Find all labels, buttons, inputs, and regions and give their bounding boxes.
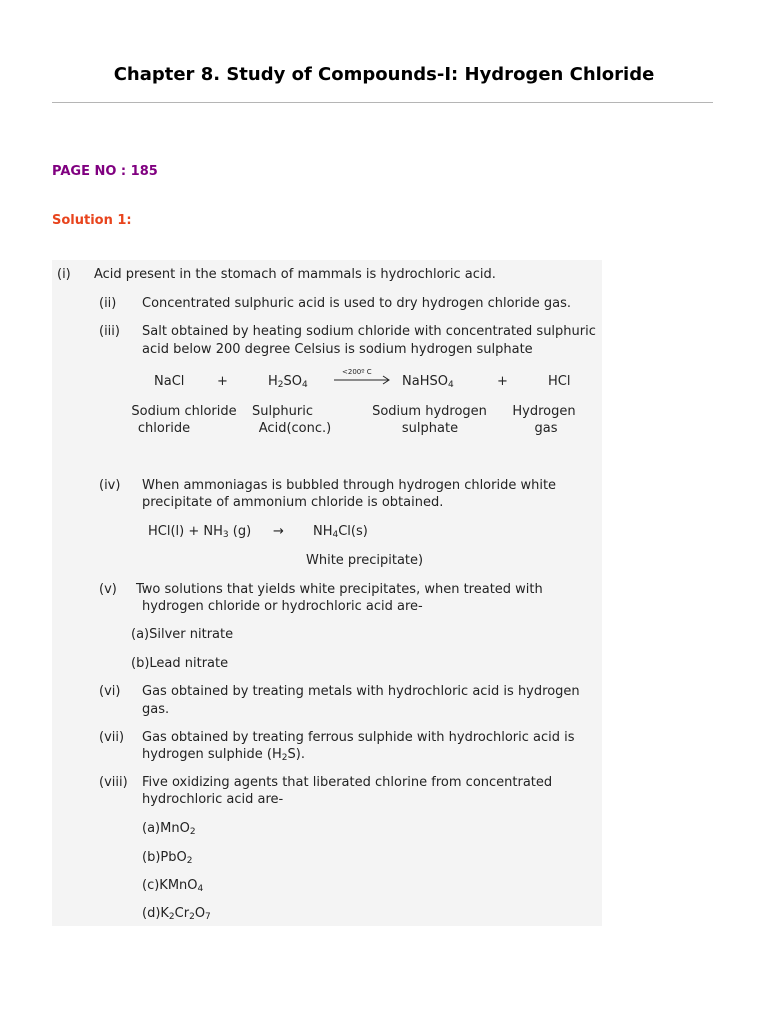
page-number-label: PAGE NO : 185 [52, 164, 158, 179]
answer-v-option-b: (b)Lead nitrate [131, 656, 229, 671]
page-title: Chapter 8. Study of Compounds-I: Hydrogen Chloride [113, 64, 655, 85]
answer-v-option-a: (a)Silver nitrate [131, 627, 234, 642]
oxidizer-item: (c)KMnO$_4$ [142, 878, 204, 894]
reaction1-name-h2so4-l1: Sulphuric [252, 404, 313, 419]
reaction2-arrow: → [273, 524, 284, 539]
oxidizer-item: (b)PbO$_2$ [142, 850, 193, 866]
answer-vii-line1: Gas obtained by treating ferrous sulphide with hydrochloric acid is [142, 730, 575, 745]
answer-vi-line1: Gas obtained by treating metals with hydrochloric acid is hydrogen [142, 684, 580, 699]
reaction1-hcl: HCl [548, 374, 571, 389]
answer-viii-number: (viii) [99, 775, 128, 790]
reaction1-nahso4: NaHSO$_4$ [402, 374, 454, 390]
reaction1-h2so4: $H_2SO_4$ [268, 374, 308, 390]
reaction1-name-nahso4-l2: sulphate [401, 421, 459, 436]
reaction1-condition: <200º C [342, 368, 372, 376]
answer-vii-number: (vii) [99, 730, 125, 745]
oxidizer-item: (a)MnO$_2$ [142, 821, 196, 837]
answer-v-line2: hydrogen chloride or hydrochloric acid are- [142, 599, 423, 614]
answer-vi-number: (vi) [99, 684, 121, 699]
reaction1-name-nacl-l1: Sodium chloride [131, 404, 237, 419]
reaction1-name-h2so4-l2: Acid(conc.) [258, 421, 332, 436]
answer-v-line1: Two solutions that yields white precipitates, when treated with [136, 582, 543, 597]
reaction2-note: White precipitate) [306, 553, 424, 568]
solution-heading: Solution 1: [52, 213, 132, 228]
answer-ii-text: Concentrated sulphuric acid is used to dry hydrogen chloride gas. [142, 296, 571, 311]
title-divider [52, 102, 713, 103]
answer-vii-line2: hydrogen sulphide $(H_2S)$. [142, 747, 305, 763]
answer-iii-line1: Salt obtained by heating sodium chloride with concentrated sulphuric [142, 324, 596, 339]
answer-vi-line2: gas. [142, 702, 170, 717]
answer-iv-line1: When ammoniagas is bubbled through hydrogen chloride white [142, 478, 557, 493]
reaction1-nacl: NaCl [154, 374, 185, 389]
reaction-arrow-icon [334, 375, 394, 385]
reaction1-name-hcl-l1: Hydrogen [512, 404, 576, 419]
answer-i-text: Acid present in the stomach of mammals is hydrochloric acid. [94, 267, 496, 282]
reaction1-plus1: + [217, 374, 228, 389]
answer-iii-number: (iii) [99, 324, 120, 339]
reaction1-name-hcl-l2: gas [534, 421, 558, 436]
answer-iv-number: (iv) [99, 478, 121, 493]
oxidizer-item: $(d)K_2Cr_2O_7$ [142, 906, 211, 922]
reaction1-plus2: + [497, 374, 508, 389]
answer-ii-number: (ii) [99, 296, 117, 311]
reaction2-lhs: $HCl(l) + NH_3$ (g) [148, 524, 252, 540]
reaction2-rhs: $NH_4Cl(s)$ [313, 524, 368, 540]
answer-iv-line2: precipitate of ammonium chloride is obtained. [142, 495, 444, 510]
answer-viii-line1: Five oxidizing agents that liberated chlorine from concentrated [142, 775, 553, 790]
answer-iii-line2: acid below 200 degree Celsius is sodium hydrogen sulphate [142, 342, 533, 357]
answer-i-number: (i) [57, 267, 71, 282]
answer-viii-line2: hydrochloric acid are- [142, 792, 284, 807]
answer-v-number: (v) [99, 582, 117, 597]
reaction1-name-nacl-l2: chloride [137, 421, 191, 436]
reaction1-name-nahso4-l1: Sodium hydrogen [372, 404, 487, 419]
